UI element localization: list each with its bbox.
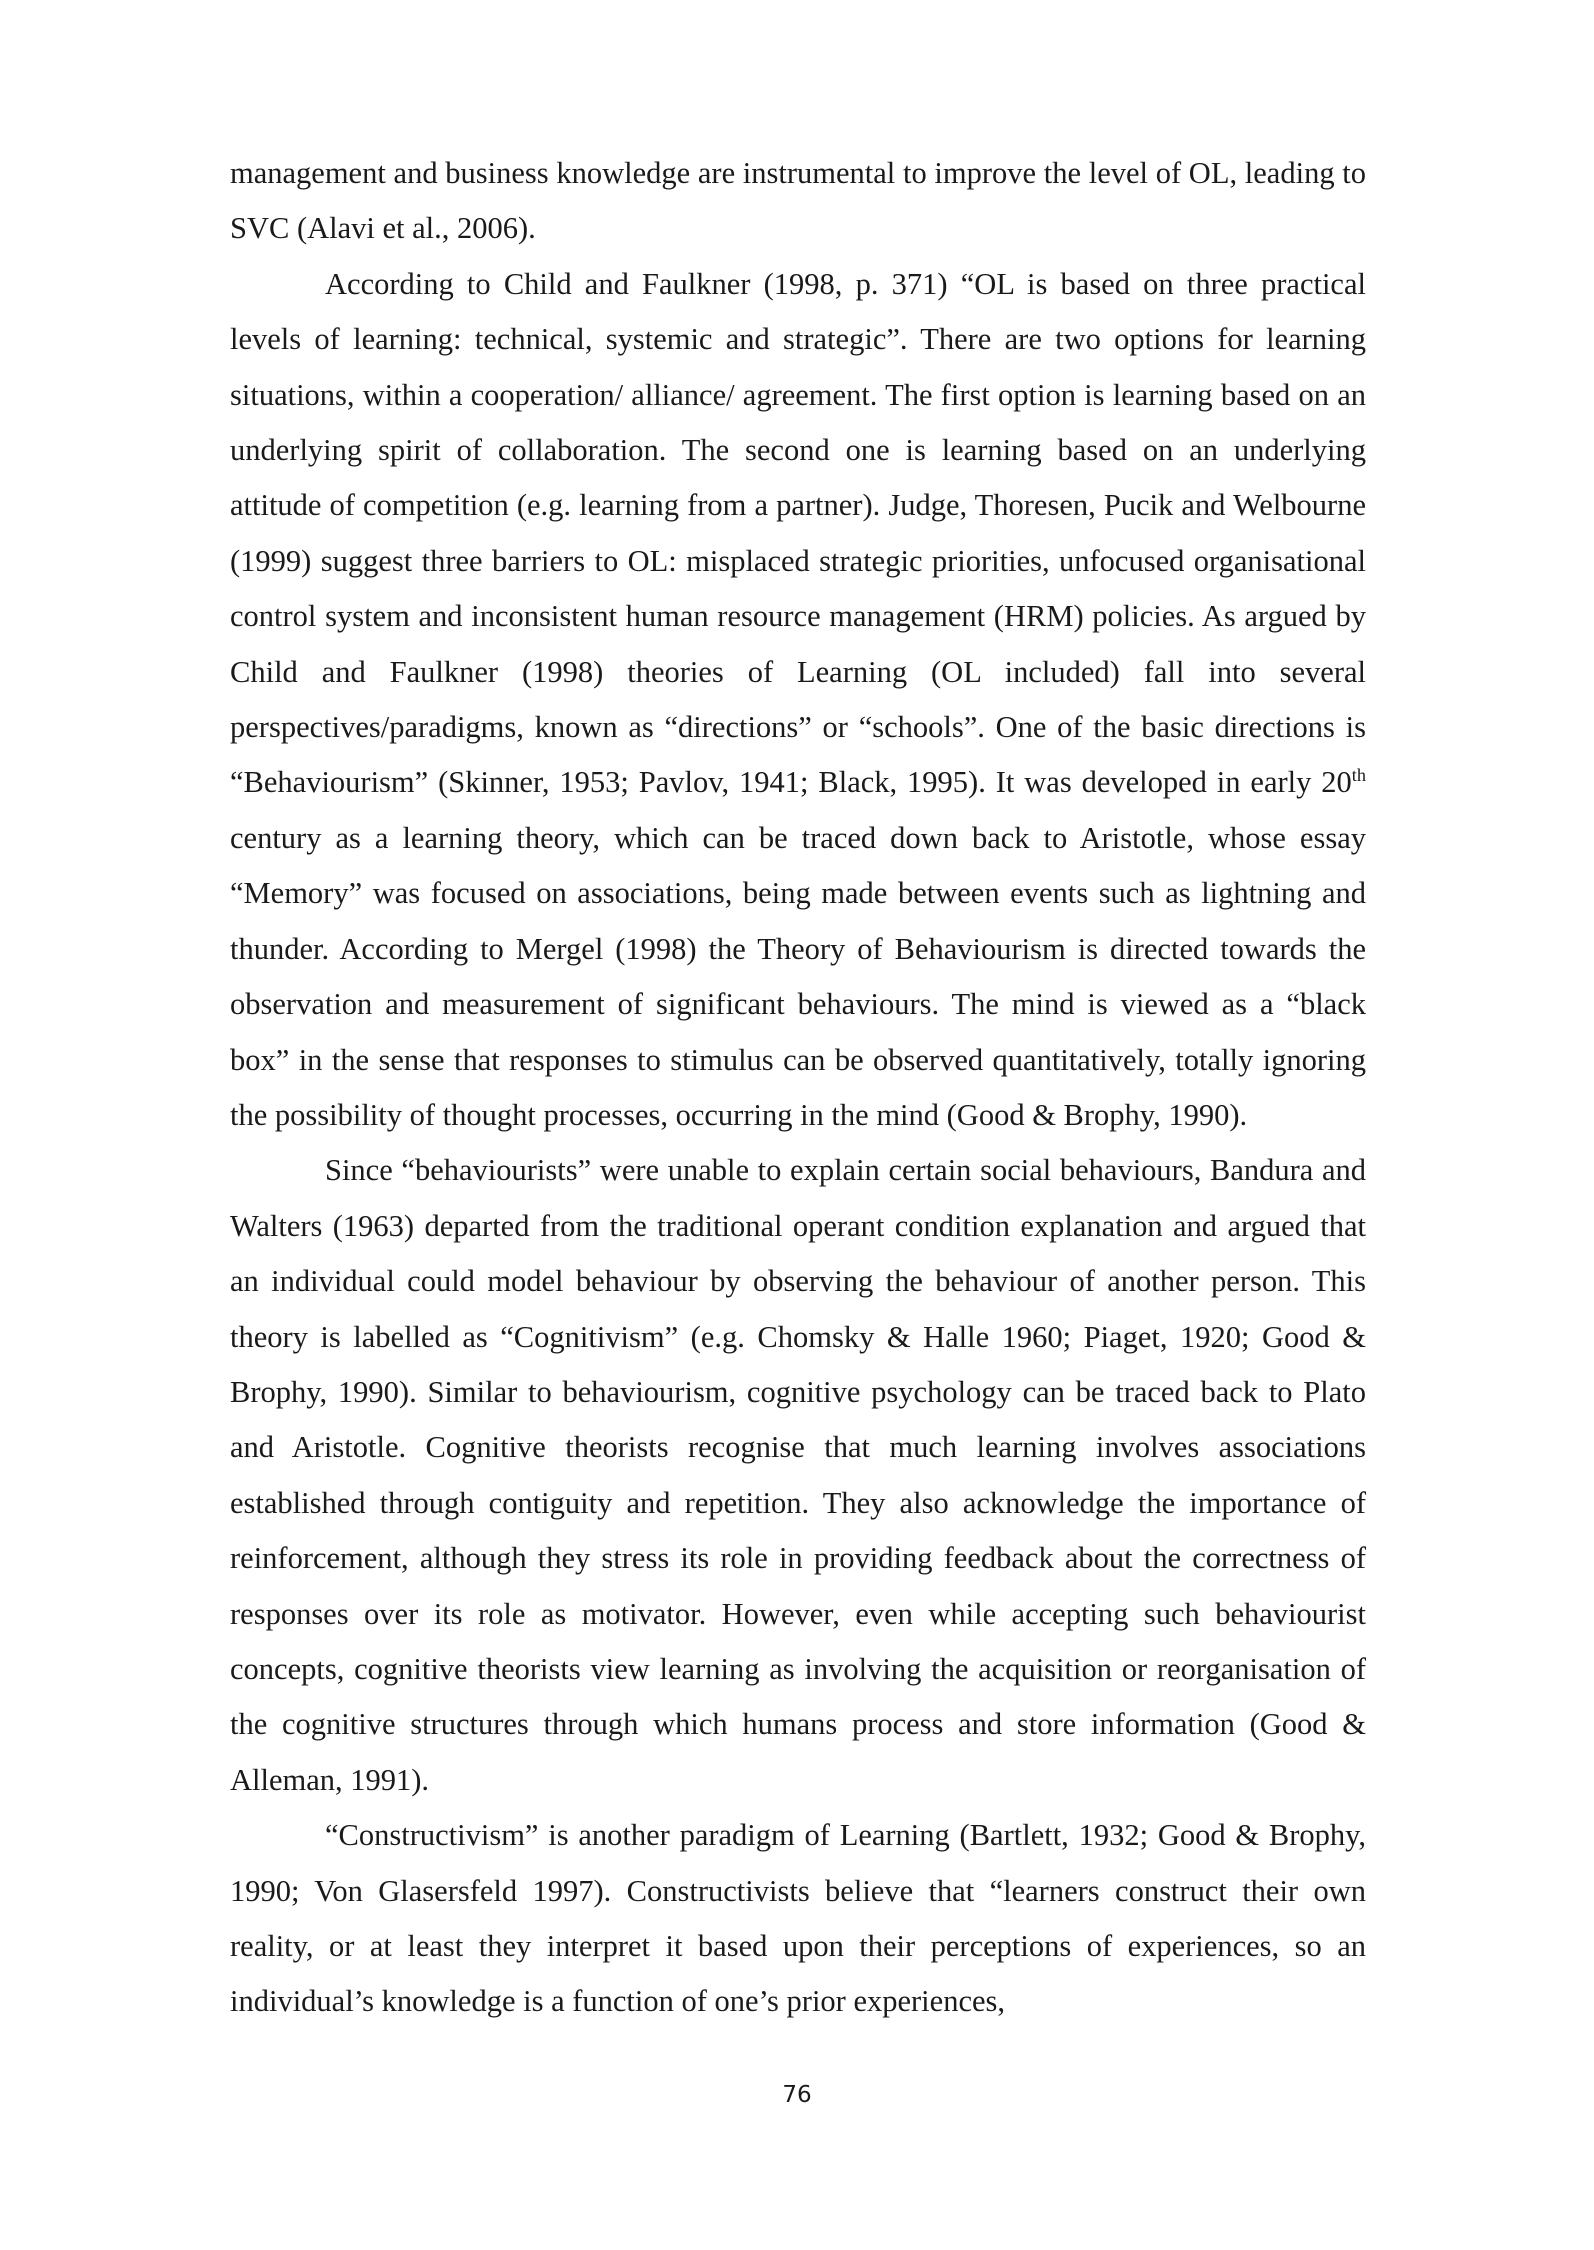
document-body [230,146,1366,2030]
paragraph-3: Since “behaviourists” were unable to explain certain social behaviours, Bandura and Walters (1963) departed from the traditional operant condition explanation and argued that an individual could model behaviour by observing the behaviour of another person. This theory is labelled as “Cognitivism” (e.g. Chomsky & Halle 1960; Piaget, 1920; Good & Brophy, 1990). Similar to behaviourism, cognitive psychology can be traced back to Plato and Aristotle. Cognitive theorists recognise that much learning involves associations established through contiguity and repetition. They also acknowledge the importance of reinforcement, although they stress its role in providing feedback about the correctness of responses over its role as motivator. However, even while accepting such behaviourist concepts, cognitive theorists view learning as involving the acquisition or reorganisation of the cognitive structures through which humans process and store information (Good & Alleman, 1991). [230,1153,1366,1797]
paragraph-4: “Constructivism” is another paradigm of Learning (Bartlett, 1932; Good & Brophy, 1990; Von Glasersfeld 1997). Constructivists believe that “learners construct their own reality, or at least they interpret it based upon their perceptions of experiences, so an individual’s knowledge is a function of one’s prior experiences, [230,1818,1366,2019]
paragraph-2-text-after-superscript: century as a learning theory, which can be traced down back to Aristotle, whose essay “Memory” was focused on associations, being made between events such as lightning and thunder. According to Mergel (1998) the Theory of Behaviourism is directed towards the observation and measurement of significant behaviours. The mind is viewed as a “black box” in the sense that responses to stimulus can be observed quantitatively, totally ignoring the possibility of thought processes, occurring in the mind (Good & Brophy, 1990). [230,820,1366,1132]
paragraph-2-text-before-superscript: According to Child and Faulkner (1998, p. 371) “OL is based on three practical levels of learning: technical, systemic and strategic”. There are two options for learning situations, within a cooperation/ alliance/ agreement. The first option is learning based on an underlying spirit of collaboration. The second one is learning based on an underlying attitude of competition (e.g. learning from a partner). Judge, Thoresen, Pucik and Welbourne (1999) suggest three barriers to OL: misplaced strategic priorities, unfocused organisational control system and inconsistent human resource management (HRM) policies. As argued by Child and Faulkner (1998) theories of Learning (OL included) fall into several perspectives/paradigms, known as “directions” or “schools”. One of the basic directions is “Behaviourism” (Skinner, 1953; Pavlov, 1941; Black, 1995). It was developed in early 20 [230,266,1366,800]
page-number: 76 [782,2082,812,2108]
ordinal-superscript: th [1351,765,1366,786]
paragraph-1: management and business knowledge are instrumental to improve the level of OL, leading to SVC (Alavi et al., 2006). [230,156,1366,246]
paragraph-2 [230,257,1366,1144]
